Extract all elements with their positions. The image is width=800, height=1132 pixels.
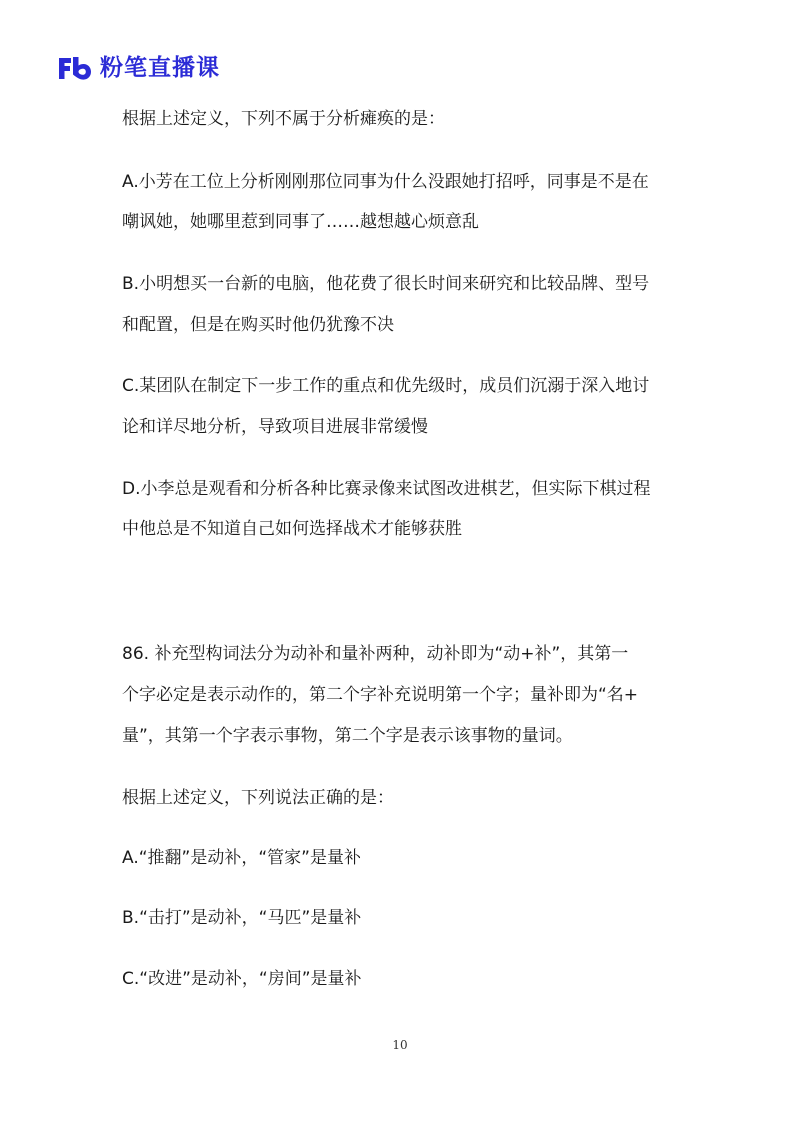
q86-stem-line-3: 量”，其第一个字表示事物，第二个字是表示该事物的量词。 xyxy=(122,726,573,746)
brand-name: 粉笔直播课 xyxy=(100,55,220,81)
q86-stem-line-1: 86. 补充型构词法分为动补和量补两种，动补即为“动+补”，其第一 xyxy=(122,644,629,664)
q86-stem-line-2: 个字必定是表示动作的，第二个字补充说明第一个字；量补即为“名+ xyxy=(122,685,639,705)
prev-option-d-line-1: D.小李总是观看和分析各种比赛录像来试图改进棋艺，但实际下棋过程 xyxy=(122,479,651,499)
prev-option-d-line-2: 中他总是不知道自己如何选择战术才能够获胜 xyxy=(122,519,462,539)
prev-question-prompt: 根据上述定义，下列不属于分析瘫痪的是： xyxy=(122,109,445,129)
q86-option-c: C.“改进”是动补，“房间”是量补 xyxy=(122,969,362,989)
prev-option-a-line-2: 嘲讽她，她哪里惹到同事了……越想越心烦意乱 xyxy=(122,212,479,232)
prev-option-c-line-2: 论和详尽地分析，导致项目进展非常缓慢 xyxy=(122,417,428,437)
page-number: 10 xyxy=(392,1038,408,1052)
q86-option-a: A.“推翻”是动补，“管家”是量补 xyxy=(122,848,361,868)
brand-header xyxy=(57,50,220,86)
prev-option-b-line-2: 和配置，但是在购买时他仍犹豫不决 xyxy=(122,315,394,335)
prev-option-a-line-1: A.小芳在工位上分析刚刚那位同事为什么没跟她打招呼，同事是不是在 xyxy=(122,172,649,192)
prev-option-c-line-1: C.某团队在制定下一步工作的重点和优先级时，成员们沉溺于深入地讨 xyxy=(122,376,650,396)
q86-prompt: 根据上述定义，下列说法正确的是： xyxy=(122,788,394,808)
q86-option-b: B.“击打”是动补，“马匹”是量补 xyxy=(122,908,362,928)
prev-option-b-line-1: B.小明想买一台新的电脑，他花费了很长时间来研究和比较品牌、型号 xyxy=(122,274,650,294)
fenbi-logo-icon xyxy=(57,54,93,82)
